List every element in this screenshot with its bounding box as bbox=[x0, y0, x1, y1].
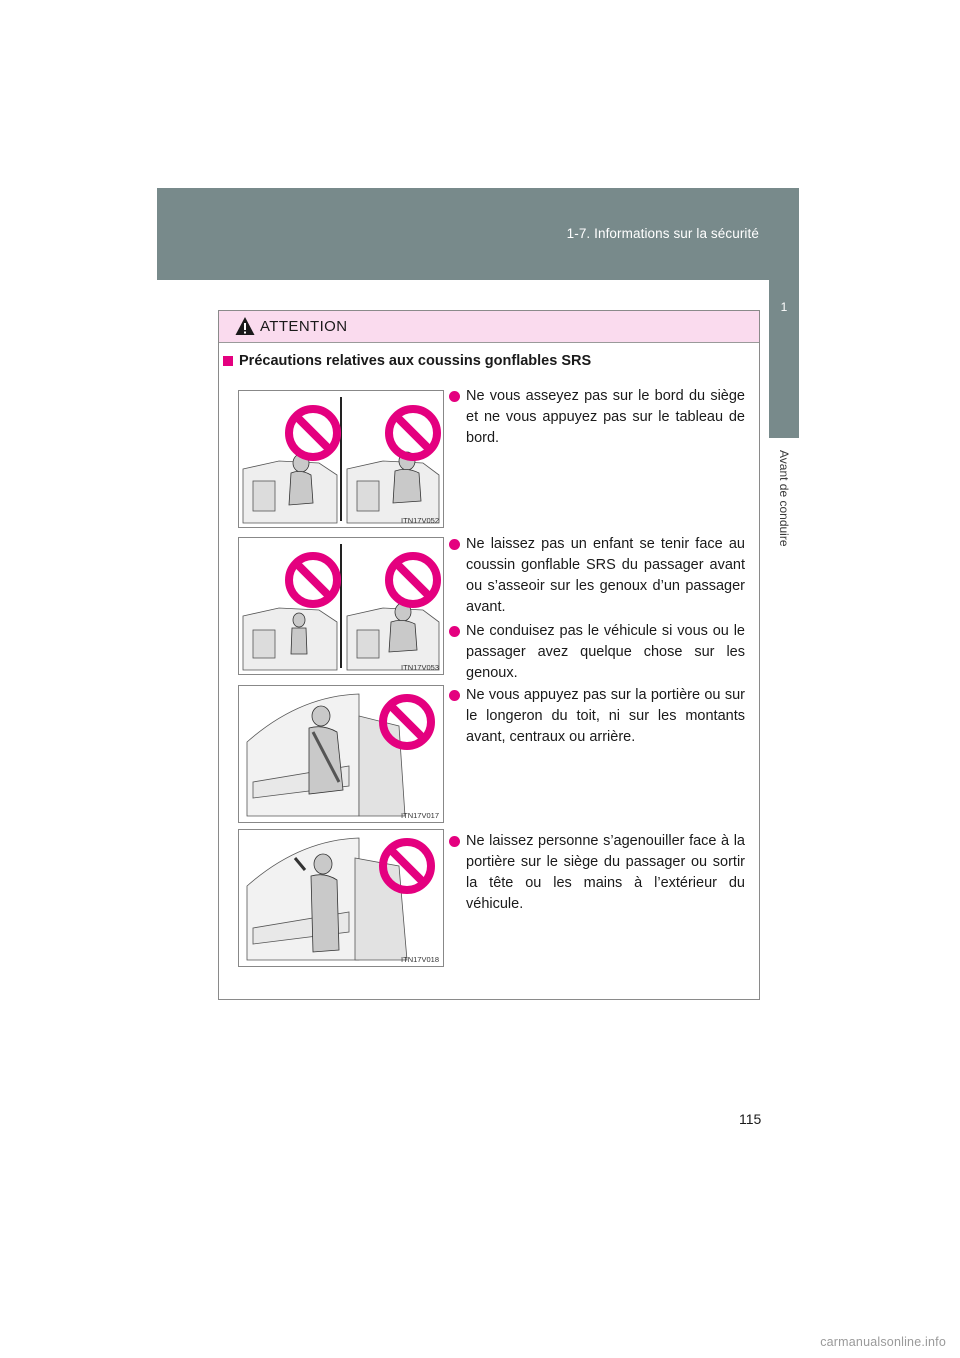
illustration-code: ITN17V018 bbox=[401, 955, 439, 964]
warning-triangle-icon bbox=[235, 316, 255, 336]
list-item: Ne laissez pas un enfant se tenir face au coussin gonflable SRS du passager avant ou s’asseoir sur les genoux d’un passager avant. bbox=[449, 534, 745, 618]
car-interior-illustration bbox=[239, 686, 443, 822]
illustration-child-front bbox=[238, 537, 444, 675]
watermark: carmanualsonline.info bbox=[820, 1335, 946, 1349]
prohibited-sign-icon bbox=[383, 698, 431, 746]
illustration-kneel-door bbox=[238, 829, 444, 967]
list-item: Ne laissez personne s’agenouiller face à la portière sur le siège du passager ou sortir la tête ou les mains à l’extérieur du véhicule. bbox=[449, 831, 745, 915]
prohibited-sign-icon bbox=[389, 556, 437, 604]
car-interior-illustration bbox=[239, 830, 443, 966]
section-heading-text: Précautions relatives aux coussins gonflables SRS bbox=[239, 353, 592, 369]
bullet-dot-icon bbox=[449, 626, 460, 637]
prohibited-sign-icon bbox=[389, 409, 437, 457]
bullet-dot-icon bbox=[449, 690, 460, 701]
car-interior-illustration bbox=[239, 538, 443, 674]
chapter-label-container bbox=[774, 450, 796, 590]
section-heading bbox=[223, 353, 591, 369]
chapter-label: Avant de conduire bbox=[777, 450, 791, 547]
bullet-dot-icon bbox=[449, 836, 460, 847]
caution-header bbox=[219, 311, 759, 343]
illustration-seat-edge bbox=[238, 390, 444, 528]
bullet-dot-icon bbox=[449, 391, 460, 402]
chapter-number: 1 bbox=[780, 300, 788, 314]
car-interior-illustration bbox=[239, 391, 443, 527]
list-item: Ne conduisez pas le véhicule si vous ou le passager avez quelque chose sur les genoux. bbox=[449, 621, 745, 684]
caution-title: ATTENTION bbox=[260, 318, 348, 335]
bullet-dot-icon bbox=[449, 539, 460, 550]
chapter-tab bbox=[769, 188, 799, 438]
caution-box bbox=[218, 310, 760, 1000]
header-band bbox=[157, 188, 799, 280]
list-item: Ne vous appuyez pas sur la portière ou sur le longeron du toit, ni sur les montants avant, centraux ou arrière. bbox=[449, 685, 745, 748]
illustration-code: ITN17V017 bbox=[401, 811, 439, 820]
page-number: 115 bbox=[739, 1111, 762, 1127]
prohibited-sign-icon bbox=[289, 409, 337, 457]
illustration-code: ITN17V052 bbox=[401, 516, 439, 525]
section-title: 1-7. Informations sur la sécurité bbox=[566, 226, 759, 241]
square-bullet-icon bbox=[223, 356, 233, 366]
prohibited-sign-icon bbox=[289, 556, 337, 604]
illustration-lean-door bbox=[238, 685, 444, 823]
list-item: Ne vous asseyez pas sur le bord du siège et ne vous appuyez pas sur le tableau de bord. bbox=[449, 386, 745, 449]
illustration-code: ITN17V053 bbox=[401, 663, 439, 672]
